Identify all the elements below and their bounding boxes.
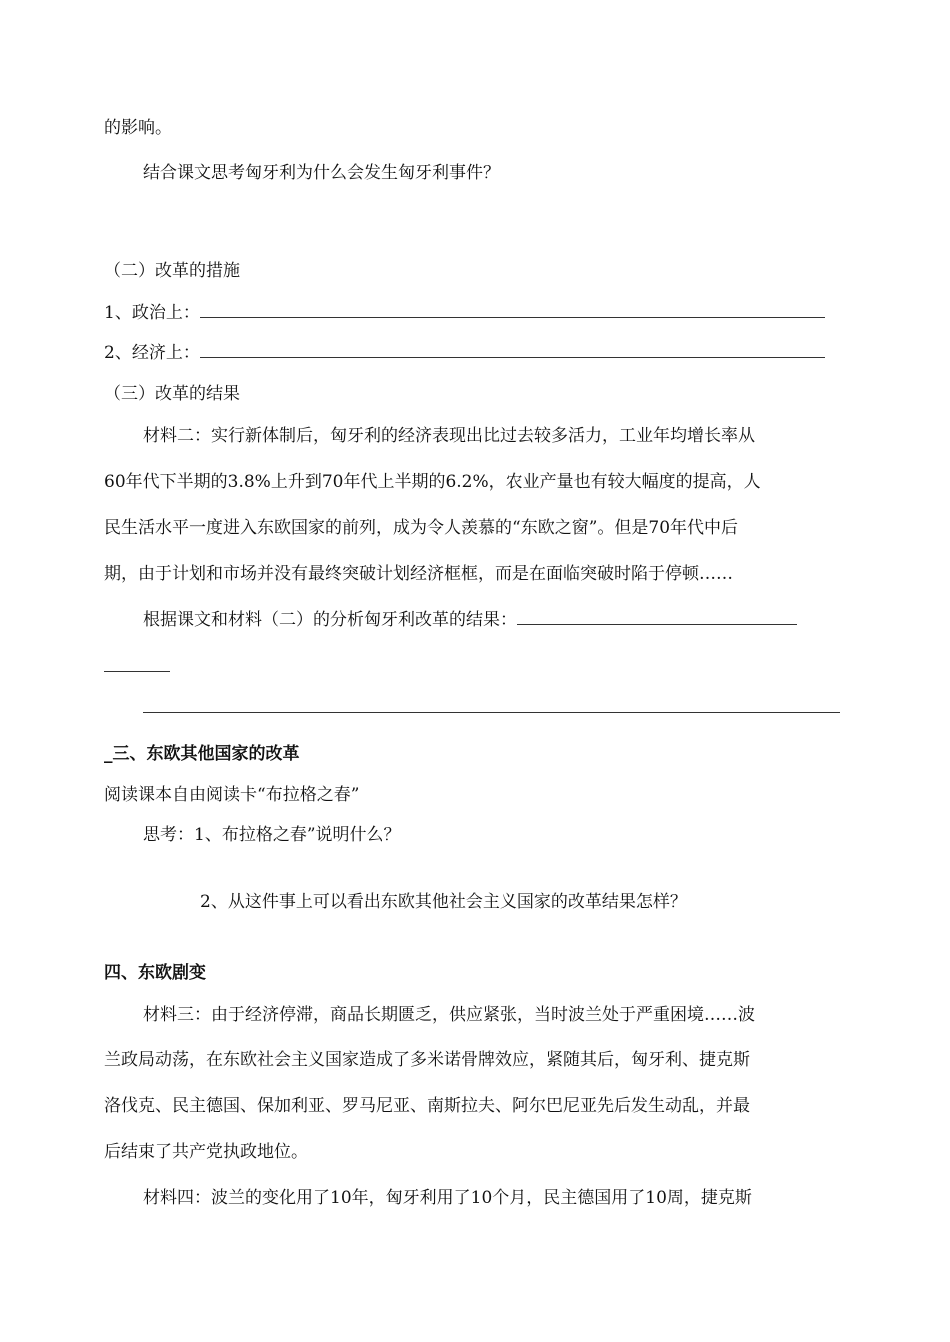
heading-reform-measures: （二）改革的措施	[104, 261, 240, 281]
heading-section3-text: 三、东欧其他国家的改革	[112, 744, 300, 764]
paragraph-continuation: 的影响。	[104, 118, 172, 138]
analysis-prompt: 根据课文和材料（二）的分析匈牙利改革的结果：	[143, 610, 517, 630]
political-answer-blank[interactable]	[200, 303, 825, 318]
think-question-1: 思考：1、布拉格之春”说明什么？	[143, 825, 401, 845]
material3-line: 材料三：由于经济停滞，商品长期匮乏，供应紧张，当时波兰处于严重困境……波	[143, 1005, 755, 1025]
material3-line: 兰政局动荡，在东欧社会主义国家造成了多米诺骨牌效应，紧随其后，匈牙利、捷克斯	[104, 1050, 750, 1070]
economic-label: 2、经济上：	[104, 343, 200, 363]
question-hungary-event: 结合课文思考匈牙利为什么会发生匈牙利事件？	[143, 163, 500, 183]
material4-line: 材料四：波兰的变化用了10年，匈牙利用了10个月，民主德国用了10周，捷克斯	[143, 1188, 752, 1208]
reading-instruction: 阅读课本自由阅读卡“布拉格之春”	[104, 785, 360, 805]
material2-line: 期，由于计划和市场并没有最终突破计划经济框框，而是在面临突破时陷于停顿……	[104, 564, 733, 584]
heading-section4: 四、东欧剧变	[104, 963, 206, 983]
analysis-answer-line[interactable]	[143, 712, 840, 713]
material3-line: 后结束了共产党执政地位。	[104, 1142, 308, 1162]
political-measure-row	[104, 303, 825, 323]
material2-line: 民生活水平一度进入东欧国家的前列，成为令人羡慕的“东欧之窗”。但是70年代中后	[104, 518, 739, 538]
analysis-row	[143, 610, 797, 630]
heading-reform-results: （三）改革的结果	[104, 384, 240, 404]
economic-answer-blank[interactable]	[200, 343, 825, 358]
economic-measure-row	[104, 343, 825, 363]
think-question-2: 2、从这件事上可以看出东欧其他社会主义国家的改革结果怎样？	[200, 892, 687, 912]
material2-line: 60年代下半期的3.8%上升到70年代上半期的6.2%，农业产量也有较大幅度的提高，人	[104, 472, 761, 492]
material3-line: 洛伐克、民主德国、保加利亚、罗马尼亚、南斯拉夫、阿尔巴尼亚先后发生动乱，并最	[104, 1096, 750, 1116]
analysis-answer-blank[interactable]	[517, 610, 797, 625]
material2-line: 材料二：实行新体制后，匈牙利的经济表现出比过去较多活力，工业年均增长率从	[143, 426, 755, 446]
heading-section3: _三、东欧其他国家的改革	[104, 744, 300, 764]
political-label: 1、政治上：	[104, 303, 200, 323]
analysis-answer-blank-continued[interactable]	[104, 671, 170, 672]
